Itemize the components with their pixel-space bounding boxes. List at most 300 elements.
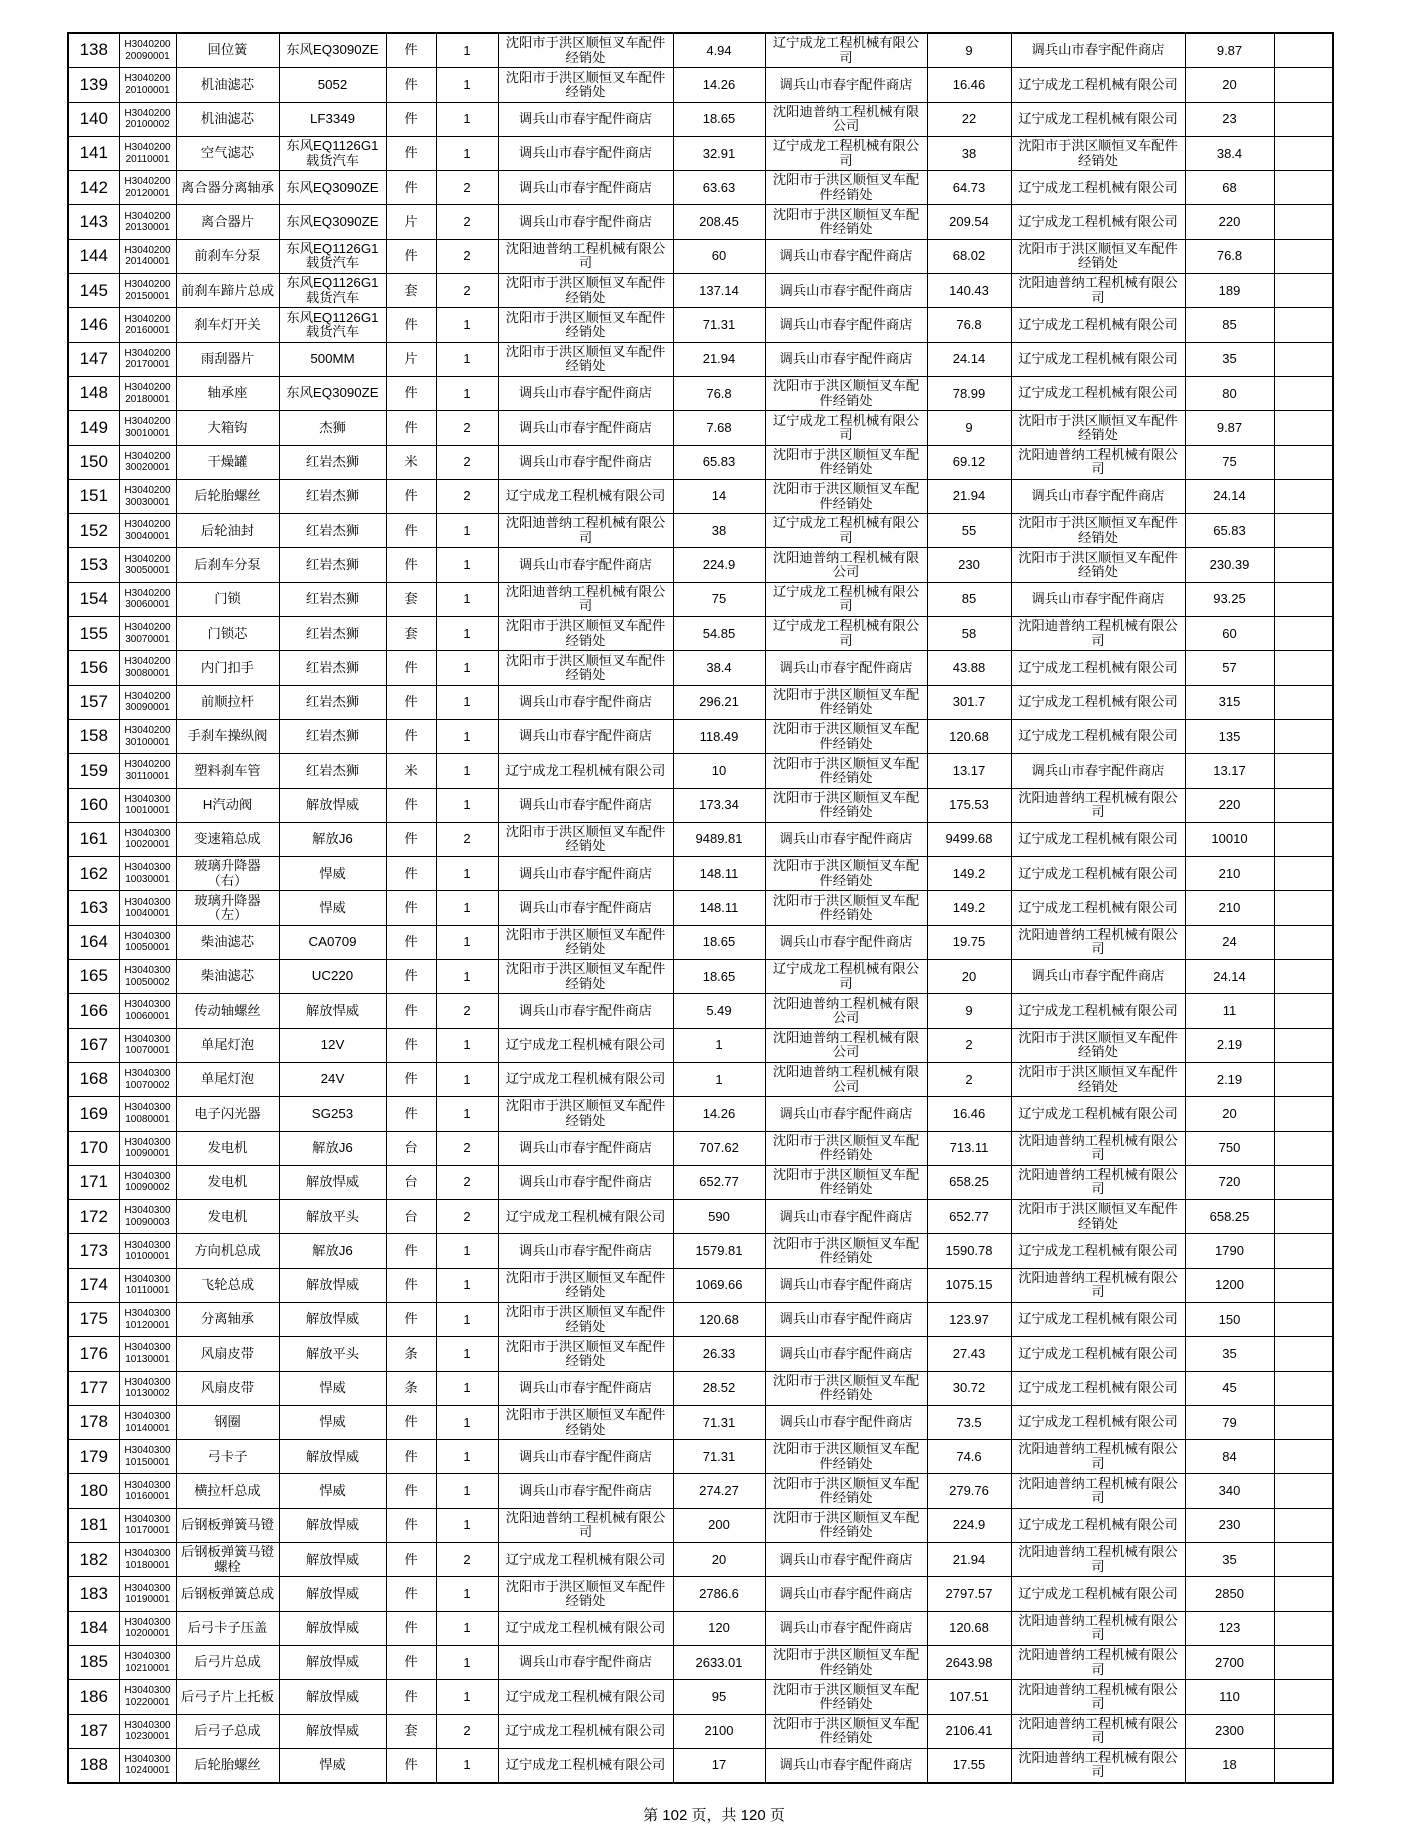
supplier-2-price-cell	[927, 1645, 1011, 1679]
supplier-1-name: 调兵山市春宇配件商店	[519, 1242, 652, 1258]
supplier-1-name: 调兵山市春宇配件商店	[519, 865, 652, 881]
supplier-3-name: 辽宁成龙工程机械有限公司	[1018, 1105, 1178, 1121]
supplier-2-price-cell	[927, 136, 1011, 170]
supplier-2-name: 辽宁成龙工程机械有限公司	[772, 618, 920, 648]
item-model-cell	[279, 1028, 386, 1062]
table-row	[68, 342, 1333, 376]
supplier-3-price: 45	[1222, 1380, 1237, 1396]
supplier-2-name-cell	[765, 994, 927, 1028]
item-quantity: 1	[463, 1517, 471, 1533]
item-code: H3040200 20090001	[124, 39, 171, 62]
item-unit-cell	[386, 1337, 436, 1371]
supplier-1-name: 调兵山市春宇配件商店	[519, 694, 652, 710]
supplier-1-name: 沈阳市于洪区顺恒叉车配件经销处	[505, 1338, 666, 1368]
item-model: 解放悍威	[305, 1448, 360, 1464]
supplier-1-price: 20	[711, 1551, 727, 1567]
supplier-1-name: 沈阳迪普纳工程机械有限公司	[505, 515, 666, 545]
row-number-cell	[68, 1543, 119, 1577]
item-quantity: 1	[463, 1585, 471, 1601]
supplier-2-name-cell	[765, 479, 927, 513]
item-code-cell	[119, 1302, 176, 1336]
row-number-cell	[68, 582, 119, 616]
supplier-3-name: 沈阳迪普纳工程机械有限公司	[1018, 618, 1178, 648]
item-code: H3040200 30090001	[124, 690, 171, 714]
supplier-2-name: 辽宁成龙工程机械有限公司	[772, 35, 920, 65]
supplier-3-name: 沈阳市于洪区顺恒叉车配件经销处	[1018, 1029, 1178, 1060]
row-number-cell	[68, 479, 119, 513]
supplier-2-name-cell	[765, 171, 927, 205]
supplier-2-price: 1590.78	[945, 1243, 993, 1259]
remark-cell	[1274, 68, 1333, 102]
item-model-cell	[279, 1371, 386, 1405]
item-code-cell	[119, 1680, 176, 1714]
item-quantity: 1	[463, 522, 471, 538]
item-code: H3040200 30040001	[124, 519, 171, 542]
remark-cell	[1274, 1611, 1333, 1645]
item-unit-cell	[386, 617, 436, 651]
item-code-cell	[119, 1611, 176, 1645]
item-name: 后弓卡子压盖	[187, 1620, 268, 1636]
supplier-1-price: 148.11	[699, 865, 739, 881]
supplier-3-price: 76.8	[1216, 248, 1243, 264]
item-name: 单尾灯泡	[200, 1037, 255, 1053]
supplier-2-price: 21.94	[952, 488, 986, 504]
supplier-2-price-cell	[927, 1268, 1011, 1302]
supplier-1-name-cell	[498, 1543, 673, 1577]
supplier-3-price: 35	[1222, 1551, 1237, 1567]
row-number: 174	[79, 1275, 108, 1295]
row-number-cell	[68, 33, 119, 68]
table-row	[68, 1268, 1333, 1302]
supplier-3-name: 沈阳市于洪区顺恒叉车配件经销处	[1018, 1064, 1178, 1094]
item-code-cell	[119, 308, 176, 342]
remark-cell	[1274, 1234, 1333, 1268]
supplier-3-price: 93.25	[1213, 591, 1246, 607]
item-model: 500MM	[310, 351, 355, 367]
remark	[1275, 617, 1333, 650]
remark	[1275, 480, 1333, 513]
item-quantity-cell	[436, 205, 498, 239]
item-quantity-cell	[436, 1337, 498, 1371]
row-number: 149	[79, 417, 108, 437]
supplier-1-name: 沈阳市于洪区顺恒叉车配件经销处	[505, 927, 666, 957]
supplier-2-price: 652.77	[949, 1208, 989, 1224]
item-model-cell	[279, 1440, 386, 1474]
supplier-1-price: 707.62	[699, 1140, 739, 1156]
item-quantity: 1	[463, 934, 471, 950]
item-model-cell	[279, 1680, 386, 1714]
row-number: 179	[79, 1446, 108, 1466]
supplier-1-name: 辽宁成龙工程机械有限公司	[505, 1037, 666, 1053]
row-number: 185	[79, 1652, 108, 1672]
supplier-3-price: 65.83	[1213, 522, 1246, 538]
item-quantity-cell	[436, 1611, 498, 1645]
item-name: 机油滤芯	[200, 76, 255, 92]
remark-cell	[1274, 582, 1333, 616]
item-name-cell	[176, 788, 279, 822]
item-model-cell	[279, 685, 386, 719]
item-name: 手刹车操纵阀	[187, 728, 268, 744]
table-row	[68, 994, 1333, 1028]
item-quantity: 1	[463, 351, 471, 367]
row-number-cell	[68, 1062, 119, 1096]
row-number-cell	[68, 376, 119, 410]
item-unit: 米	[404, 762, 418, 778]
item-unit-cell	[386, 651, 436, 685]
supplier-2-price: 20	[961, 968, 977, 984]
item-name-cell	[176, 1131, 279, 1165]
supplier-3-name-cell	[1011, 411, 1185, 445]
supplier-1-name: 调兵山市春宇配件商店	[519, 1448, 652, 1464]
row-number-cell	[68, 68, 119, 102]
remark-cell	[1274, 33, 1333, 68]
supplier-1-name-cell	[498, 411, 673, 445]
supplier-3-name: 调兵山市春宇配件商店	[1031, 762, 1165, 778]
item-unit-cell	[386, 1611, 436, 1645]
item-code-cell	[119, 754, 176, 788]
supplier-1-price: 21.94	[702, 351, 736, 367]
item-code: H3040300 10210001	[124, 1651, 171, 1674]
row-number: 158	[79, 726, 108, 746]
supplier-3-name: 沈阳市于洪区顺恒叉车配件经销处	[1018, 241, 1178, 271]
remark	[1275, 994, 1333, 1027]
supplier-1-name: 沈阳市于洪区顺恒叉车配件经销处	[505, 1578, 666, 1608]
row-number-cell	[68, 925, 119, 959]
supplier-1-name: 沈阳迪普纳工程机械有限公司	[505, 1510, 666, 1540]
item-name: 后钢板弹簧总成	[180, 1585, 275, 1601]
supplier-2-name: 调兵山市春宇配件商店	[779, 316, 913, 332]
supplier-1-price: 120	[708, 1620, 730, 1636]
item-quantity-cell	[436, 1371, 498, 1405]
supplier-2-name: 辽宁成龙工程机械有限公司	[772, 138, 920, 168]
supplier-3-name-cell	[1011, 1268, 1185, 1302]
supplier-2-name: 沈阳市于洪区顺恒叉车配件经销处	[772, 1132, 920, 1163]
supplier-2-name: 沈阳市于洪区顺恒叉车配件经销处	[772, 1372, 920, 1403]
row-number-cell	[68, 411, 119, 445]
item-name-cell	[176, 1097, 279, 1131]
item-unit-cell	[386, 68, 436, 102]
supplier-1-name-cell	[498, 205, 673, 239]
supplier-2-name: 调兵山市春宇配件商店	[779, 1277, 913, 1293]
item-quantity-cell	[436, 685, 498, 719]
supplier-2-name-cell	[765, 1371, 927, 1405]
supplier-3-price-cell	[1185, 994, 1274, 1028]
supplier-3-price-cell	[1185, 33, 1274, 68]
item-model: 解放J6	[312, 831, 353, 847]
item-unit-cell	[386, 1508, 436, 1542]
supplier-2-price: 140.43	[949, 282, 989, 298]
supplier-3-name-cell	[1011, 1543, 1185, 1577]
item-quantity: 1	[463, 728, 471, 744]
remark	[1275, 651, 1333, 684]
supplier-2-name-cell	[765, 548, 927, 582]
supplier-1-price: 71.31	[702, 1448, 736, 1464]
item-code: H3040300 10040001	[124, 896, 171, 920]
supplier-3-price: 2850	[1215, 1585, 1244, 1601]
supplier-2-name-cell	[765, 239, 927, 273]
item-name-cell	[176, 719, 279, 753]
item-name-cell	[176, 205, 279, 239]
remark	[1275, 1406, 1333, 1439]
supplier-3-price-cell	[1185, 102, 1274, 136]
supplier-2-name: 调兵山市春宇配件商店	[779, 76, 913, 92]
item-model: 解放平头	[305, 1208, 360, 1224]
supplier-2-name-cell	[765, 1337, 927, 1371]
item-name-cell	[176, 342, 279, 376]
supplier-1-name-cell	[498, 1097, 673, 1131]
item-quantity-cell	[436, 1200, 498, 1234]
item-code-cell	[119, 1440, 176, 1474]
supplier-1-price-cell	[673, 994, 765, 1028]
page-footer: 第 102 页，共 120 页	[643, 1807, 785, 1824]
remark-cell	[1274, 1748, 1333, 1783]
supplier-2-name-cell	[765, 1200, 927, 1234]
item-code: H3040200 20180001	[124, 382, 171, 405]
supplier-3-price-cell	[1185, 1611, 1274, 1645]
item-name: 柴油滤芯	[200, 934, 255, 950]
remark	[1275, 1749, 1333, 1782]
supplier-3-price-cell	[1185, 1508, 1274, 1542]
supplier-1-price: 71.31	[702, 317, 736, 332]
supplier-1-name-cell	[498, 308, 673, 342]
remark-cell	[1274, 1508, 1333, 1542]
item-unit-cell	[386, 1440, 436, 1474]
supplier-1-price: 14.26	[702, 76, 736, 92]
item-quantity: 1	[463, 1620, 471, 1636]
remark	[1275, 240, 1333, 273]
item-name: 后弓子总成	[194, 1723, 261, 1739]
item-code-cell	[119, 994, 176, 1028]
supplier-3-price-cell	[1185, 1337, 1274, 1371]
item-code: H3040200 20100002	[124, 107, 171, 131]
remark-cell	[1274, 1097, 1333, 1131]
supplier-2-price: 30.72	[952, 1380, 986, 1396]
supplier-1-name-cell	[498, 1405, 673, 1439]
supplier-1-name: 沈阳市于洪区顺恒叉车配件经销处	[505, 652, 666, 682]
item-unit: 件	[404, 42, 418, 58]
supplier-3-name-cell	[1011, 1302, 1185, 1336]
item-model-cell	[279, 1062, 386, 1096]
remark-cell	[1274, 1028, 1333, 1062]
supplier-1-price-cell	[673, 1714, 765, 1748]
remark-cell	[1274, 239, 1333, 273]
supplier-3-price-cell	[1185, 891, 1274, 925]
supplier-2-price-cell	[927, 1234, 1011, 1268]
item-code: H3040300 10070001	[124, 1033, 171, 1057]
item-unit-cell	[386, 719, 436, 753]
supplier-1-name-cell	[498, 1028, 673, 1062]
item-name-cell	[176, 479, 279, 513]
row-number: 153	[79, 554, 108, 574]
item-code: H3040200 30070001	[124, 622, 171, 645]
supplier-3-name-cell	[1011, 445, 1185, 479]
supplier-3-name-cell	[1011, 1748, 1185, 1783]
item-code: H3040300 10110001	[124, 1273, 171, 1297]
supplier-1-price-cell	[673, 788, 765, 822]
supplier-1-price-cell	[673, 411, 765, 445]
item-unit: 件	[404, 488, 418, 504]
remark	[1275, 1200, 1333, 1233]
remark	[1275, 1132, 1333, 1165]
item-code: H3040200 30110001	[124, 759, 171, 782]
supplier-3-price-cell	[1185, 376, 1274, 410]
item-model: 24V	[320, 1071, 345, 1087]
supplier-2-price: 120.68	[949, 1620, 989, 1636]
item-code: H3040300 10190001	[124, 1582, 171, 1605]
item-name: 风扇皮带	[200, 1345, 255, 1361]
row-number-cell	[68, 1611, 119, 1645]
supplier-3-name: 辽宁成龙工程机械有限公司	[1018, 728, 1178, 744]
item-unit-cell	[386, 1302, 436, 1336]
supplier-3-name: 沈阳迪普纳工程机械有限公司	[1018, 1441, 1178, 1471]
supplier-2-name: 调兵山市春宇配件商店	[779, 282, 913, 298]
supplier-2-price: 2797.57	[945, 1585, 993, 1601]
supplier-1-name: 沈阳市于洪区顺恒叉车配件经销处	[505, 1269, 666, 1300]
item-code-cell	[119, 925, 176, 959]
item-name-cell	[176, 822, 279, 856]
supplier-3-name-cell	[1011, 1234, 1185, 1268]
item-unit-cell	[386, 1405, 436, 1439]
supplier-1-name-cell	[498, 925, 673, 959]
row-number: 159	[79, 760, 108, 780]
supplier-1-price-cell	[673, 308, 765, 342]
supplier-2-price-cell	[927, 788, 1011, 822]
item-model: 东风EQ3090ZE	[286, 385, 379, 401]
supplier-2-price: 175.53	[949, 797, 989, 813]
supplier-1-name-cell	[498, 1440, 673, 1474]
item-code-cell	[119, 171, 176, 205]
table-row	[68, 1371, 1333, 1405]
supplier-3-price-cell	[1185, 925, 1274, 959]
item-code-cell	[119, 479, 176, 513]
item-quantity-cell	[436, 514, 498, 548]
item-code: H3040200 30010001	[124, 416, 171, 439]
supplier-2-name-cell	[765, 411, 927, 445]
supplier-1-name: 调兵山市春宇配件商店	[519, 419, 652, 435]
supplier-3-name-cell	[1011, 651, 1185, 685]
item-model-cell	[279, 857, 386, 891]
item-code-cell	[119, 685, 176, 719]
item-code-cell	[119, 1543, 176, 1577]
item-name: 方向机总成	[194, 1242, 261, 1258]
item-unit-cell	[386, 994, 436, 1028]
item-quantity: 1	[463, 1243, 471, 1259]
supplier-1-price: 14	[711, 488, 727, 504]
supplier-2-name: 沈阳迪普纳工程机械有限公司	[772, 549, 920, 580]
supplier-1-price: 1	[715, 1037, 723, 1053]
supplier-3-name: 沈阳市于洪区顺恒叉车配件经销处	[1018, 412, 1178, 442]
supplier-1-price-cell	[673, 102, 765, 136]
item-unit: 件	[404, 1311, 418, 1327]
row-number: 145	[79, 280, 108, 300]
row-number: 161	[79, 829, 108, 849]
item-model-cell	[279, 1302, 386, 1336]
supplier-1-name: 辽宁成龙工程机械有限公司	[505, 1620, 666, 1636]
item-name: 前顺拉杆	[200, 694, 255, 710]
supplier-3-price: 57	[1222, 659, 1237, 675]
supplier-3-price-cell	[1185, 1645, 1274, 1679]
supplier-2-price-cell	[927, 1577, 1011, 1611]
row-number-cell	[68, 1302, 119, 1336]
item-quantity-cell	[436, 308, 498, 342]
remark	[1275, 1269, 1333, 1302]
row-number-cell	[68, 960, 119, 994]
remark-cell	[1274, 960, 1333, 994]
supplier-1-price-cell	[673, 1234, 765, 1268]
row-number: 170	[79, 1137, 108, 1157]
item-code: H3040200 30020001	[124, 450, 171, 474]
supplier-3-name-cell	[1011, 514, 1185, 548]
item-code: H3040300 10090002	[124, 1170, 171, 1194]
supplier-1-name: 沈阳市于洪区顺恒叉车配件经销处	[505, 1407, 666, 1437]
supplier-2-name: 沈阳市于洪区顺恒叉车配件经销处	[772, 755, 920, 785]
item-name: 传动轴螺丝	[194, 1002, 261, 1018]
supplier-2-price-cell	[927, 960, 1011, 994]
item-model: 东风EQ1126G1载货汽车	[286, 309, 379, 340]
supplier-3-price-cell	[1185, 514, 1274, 548]
item-code-cell	[119, 274, 176, 308]
supplier-3-name: 辽宁成龙工程机械有限公司	[1018, 1380, 1178, 1396]
supplier-1-name: 调兵山市春宇配件商店	[519, 179, 652, 195]
row-number: 164	[79, 932, 108, 952]
row-number-cell	[68, 1714, 119, 1748]
supplier-1-price-cell	[673, 548, 765, 582]
item-name-cell	[176, 1062, 279, 1096]
supplier-1-price: 14.26	[702, 1105, 736, 1121]
supplier-1-price-cell	[673, 1405, 765, 1439]
supplier-3-price: 220	[1218, 797, 1241, 813]
item-code: H3040300 10090001	[124, 1136, 171, 1160]
supplier-2-name: 沈阳市于洪区顺恒叉车配件经销处	[772, 721, 920, 751]
supplier-3-name-cell	[1011, 274, 1185, 308]
remark	[1275, 1509, 1333, 1542]
supplier-2-name: 沈阳市于洪区顺恒叉车配件经销处	[772, 446, 920, 477]
supplier-2-name-cell	[765, 1748, 927, 1783]
item-quantity-cell	[436, 891, 498, 925]
supplier-2-price: 123.97	[949, 1311, 989, 1327]
supplier-2-price: 24.14	[952, 351, 986, 367]
supplier-3-name-cell	[1011, 582, 1185, 616]
supplier-3-name-cell	[1011, 1028, 1185, 1062]
remark-cell	[1274, 891, 1333, 925]
item-model: 悍威	[319, 899, 346, 915]
supplier-2-name-cell	[765, 1645, 927, 1679]
item-quantity: 1	[463, 1757, 471, 1773]
item-code-cell	[119, 1645, 176, 1679]
item-name-cell	[176, 857, 279, 891]
supplier-1-price-cell	[673, 376, 765, 410]
supplier-2-name: 沈阳市于洪区顺恒叉车配件经销处	[772, 1441, 920, 1471]
supplier-2-name: 沈阳迪普纳工程机械有限公司	[772, 995, 920, 1025]
supplier-3-name-cell	[1011, 1611, 1185, 1645]
supplier-1-name: 调兵山市春宇配件商店	[519, 213, 652, 229]
item-quantity-cell	[436, 1680, 498, 1714]
remark	[1275, 446, 1333, 479]
supplier-2-name-cell	[765, 1577, 927, 1611]
remark	[1275, 1543, 1333, 1576]
supplier-1-name-cell	[498, 1748, 673, 1783]
supplier-1-name: 调兵山市春宇配件商店	[519, 797, 652, 812]
item-model: 解放悍威	[305, 1723, 360, 1739]
item-quantity: 1	[463, 1483, 471, 1499]
item-unit-cell	[386, 685, 436, 719]
item-quantity: 1	[463, 111, 471, 127]
item-name: 弓卡子	[207, 1448, 248, 1464]
supplier-3-name: 辽宁成龙工程机械有限公司	[1018, 385, 1178, 401]
supplier-3-price: 189	[1218, 282, 1241, 298]
supplier-1-price: 28.52	[702, 1380, 736, 1396]
supplier-2-price: 78.99	[952, 385, 986, 401]
